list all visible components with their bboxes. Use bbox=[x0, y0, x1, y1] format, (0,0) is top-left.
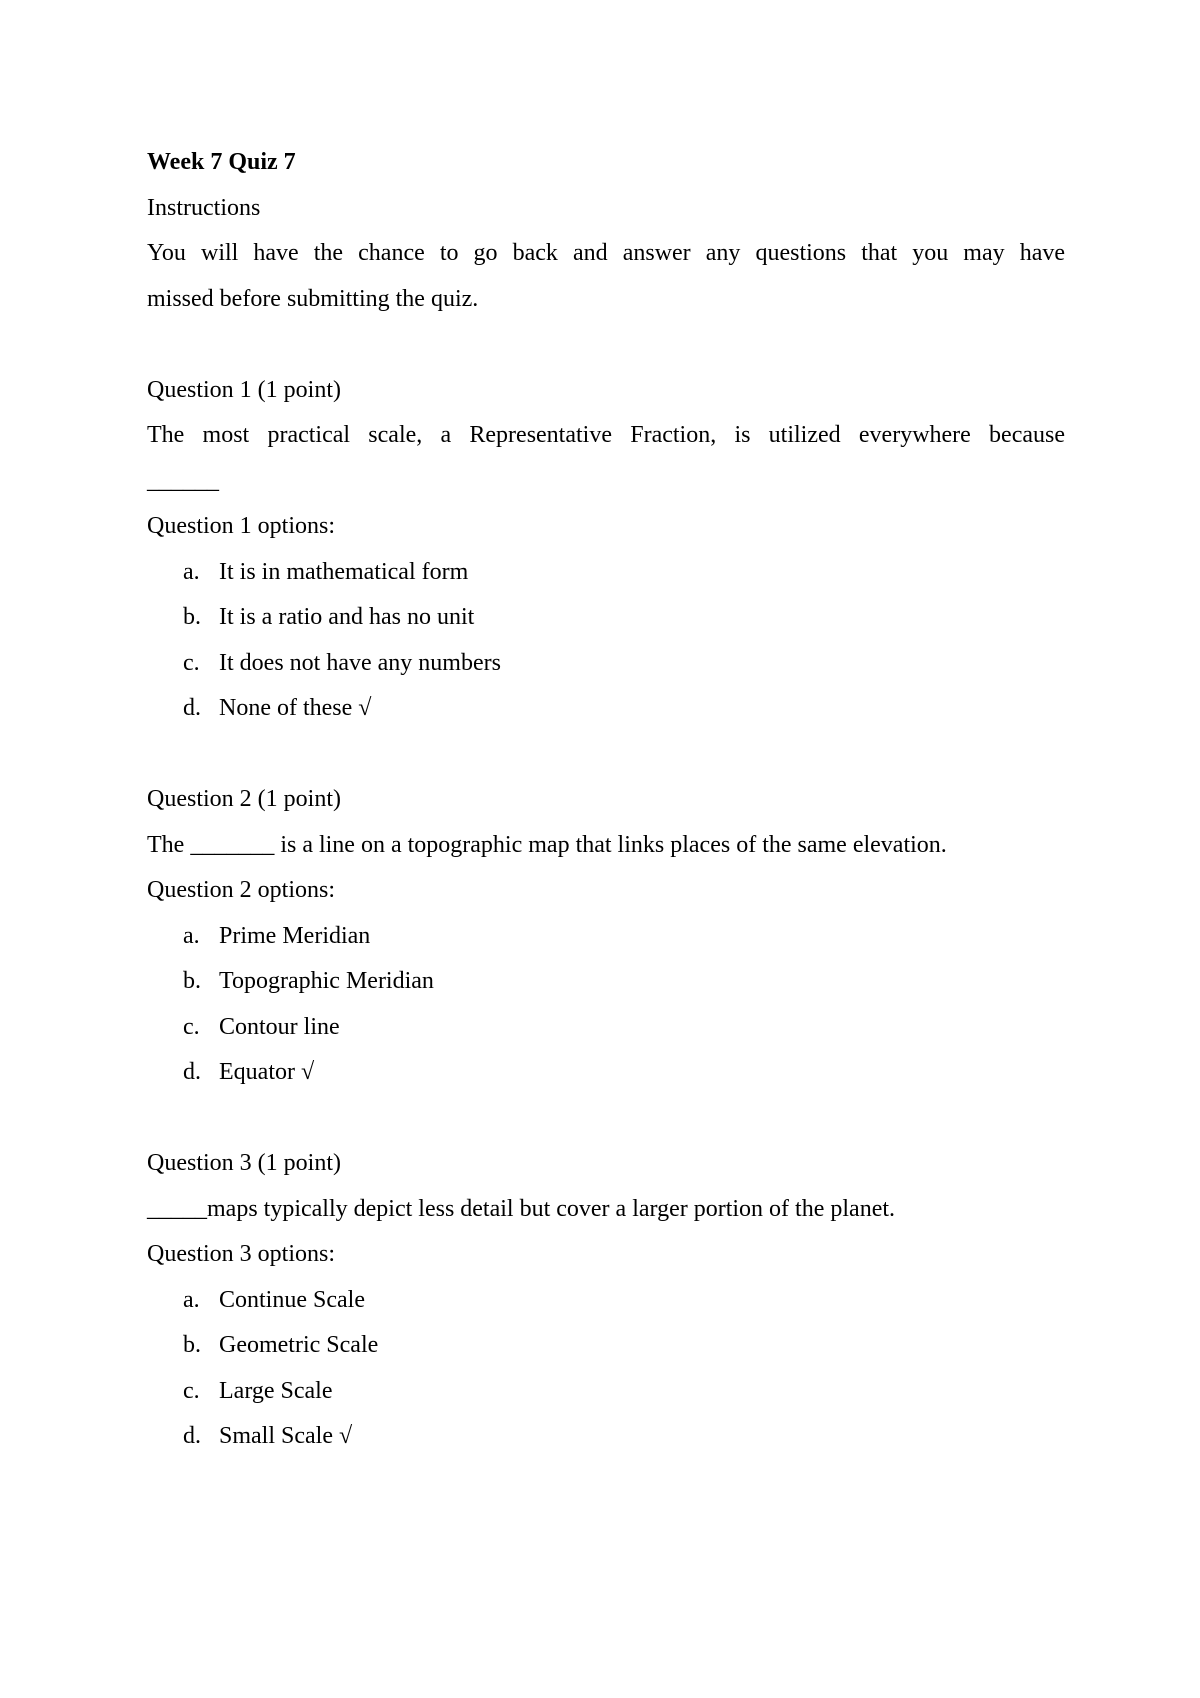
option-item bbox=[147, 1050, 1065, 1096]
question-options-list bbox=[147, 550, 1065, 732]
option-item bbox=[147, 1369, 1065, 1415]
option-item bbox=[147, 1278, 1065, 1324]
option-text: It is a ratio and has no unit bbox=[219, 604, 475, 630]
option-text: Equator bbox=[219, 1059, 295, 1085]
question-prompt-line-2: ______ bbox=[147, 467, 219, 494]
option-letter: d. bbox=[183, 1423, 201, 1449]
option-letter: c. bbox=[183, 1377, 200, 1404]
question-options-list bbox=[147, 1278, 1065, 1460]
option-text: Prime Meridian bbox=[219, 922, 371, 949]
question-prompt-line-1: The _______ is a line on a topographic map that links places of the same elevation. bbox=[147, 831, 947, 858]
question-prompt-line-1: The most practical scale, a Representative Fraction, is utilized everywhere because bbox=[147, 422, 1065, 448]
question-heading: Question 1 (1 point) bbox=[147, 376, 341, 403]
instructions-text-line-1: You will have the chance to go back and answer any questions that you may have bbox=[147, 240, 1065, 266]
option-letter: b. bbox=[183, 1332, 201, 1358]
question-options-list bbox=[147, 914, 1065, 1096]
spacer bbox=[147, 732, 1065, 778]
option-letter: a. bbox=[183, 922, 200, 949]
option-item bbox=[147, 686, 1065, 732]
option-item bbox=[147, 595, 1065, 641]
option-letter: d. bbox=[183, 1059, 201, 1085]
spacer bbox=[147, 1096, 1065, 1142]
option-letter: a. bbox=[183, 558, 200, 585]
question-2 bbox=[147, 777, 1065, 1096]
option-item bbox=[147, 959, 1065, 1005]
option-text: None of these bbox=[219, 695, 353, 721]
spacer bbox=[147, 322, 1065, 368]
question-options-heading: Question 1 options: bbox=[147, 513, 336, 539]
question-options-heading: Question 3 options: bbox=[147, 1241, 336, 1267]
option-text: Large Scale bbox=[219, 1377, 333, 1404]
option-letter: c. bbox=[183, 649, 200, 676]
option-letter: a. bbox=[183, 1286, 200, 1313]
check-mark-icon: √ bbox=[338, 1423, 353, 1449]
question-options-heading: Question 2 options: bbox=[147, 877, 336, 903]
option-text: It is in mathematical form bbox=[219, 558, 469, 585]
question-heading: Question 3 (1 point) bbox=[147, 1150, 341, 1176]
document-title: Week 7 Quiz 7 bbox=[147, 149, 296, 175]
instructions-heading: Instructions bbox=[147, 194, 261, 221]
option-item bbox=[147, 550, 1065, 596]
option-letter: d. bbox=[183, 695, 201, 721]
option-item bbox=[147, 1005, 1065, 1051]
question-prompt-line-1: _____maps typically depict less detail but cover a larger portion of the planet. bbox=[147, 1195, 896, 1222]
question-3 bbox=[147, 1141, 1065, 1460]
option-text: Small Scale bbox=[219, 1423, 333, 1449]
question-heading: Question 2 (1 point) bbox=[147, 786, 341, 812]
option-text: Geometric Scale bbox=[219, 1332, 379, 1358]
question-1 bbox=[147, 368, 1065, 732]
option-letter: c. bbox=[183, 1013, 200, 1040]
document-content bbox=[147, 140, 1065, 1460]
option-item bbox=[147, 1414, 1065, 1460]
option-letter: b. bbox=[183, 604, 201, 630]
option-text: Continue Scale bbox=[219, 1286, 365, 1313]
instructions-text-line-2: missed before submitting the quiz. bbox=[147, 285, 479, 312]
option-item bbox=[147, 914, 1065, 960]
option-text: It does not have any numbers bbox=[219, 649, 501, 676]
option-text: Contour line bbox=[219, 1013, 340, 1040]
option-letter: b. bbox=[183, 968, 201, 994]
check-mark-icon: √ bbox=[358, 695, 372, 721]
check-mark-icon: √ bbox=[300, 1059, 315, 1085]
option-item bbox=[147, 641, 1065, 687]
option-item bbox=[147, 1323, 1065, 1369]
option-text: Topographic Meridian bbox=[219, 968, 434, 994]
